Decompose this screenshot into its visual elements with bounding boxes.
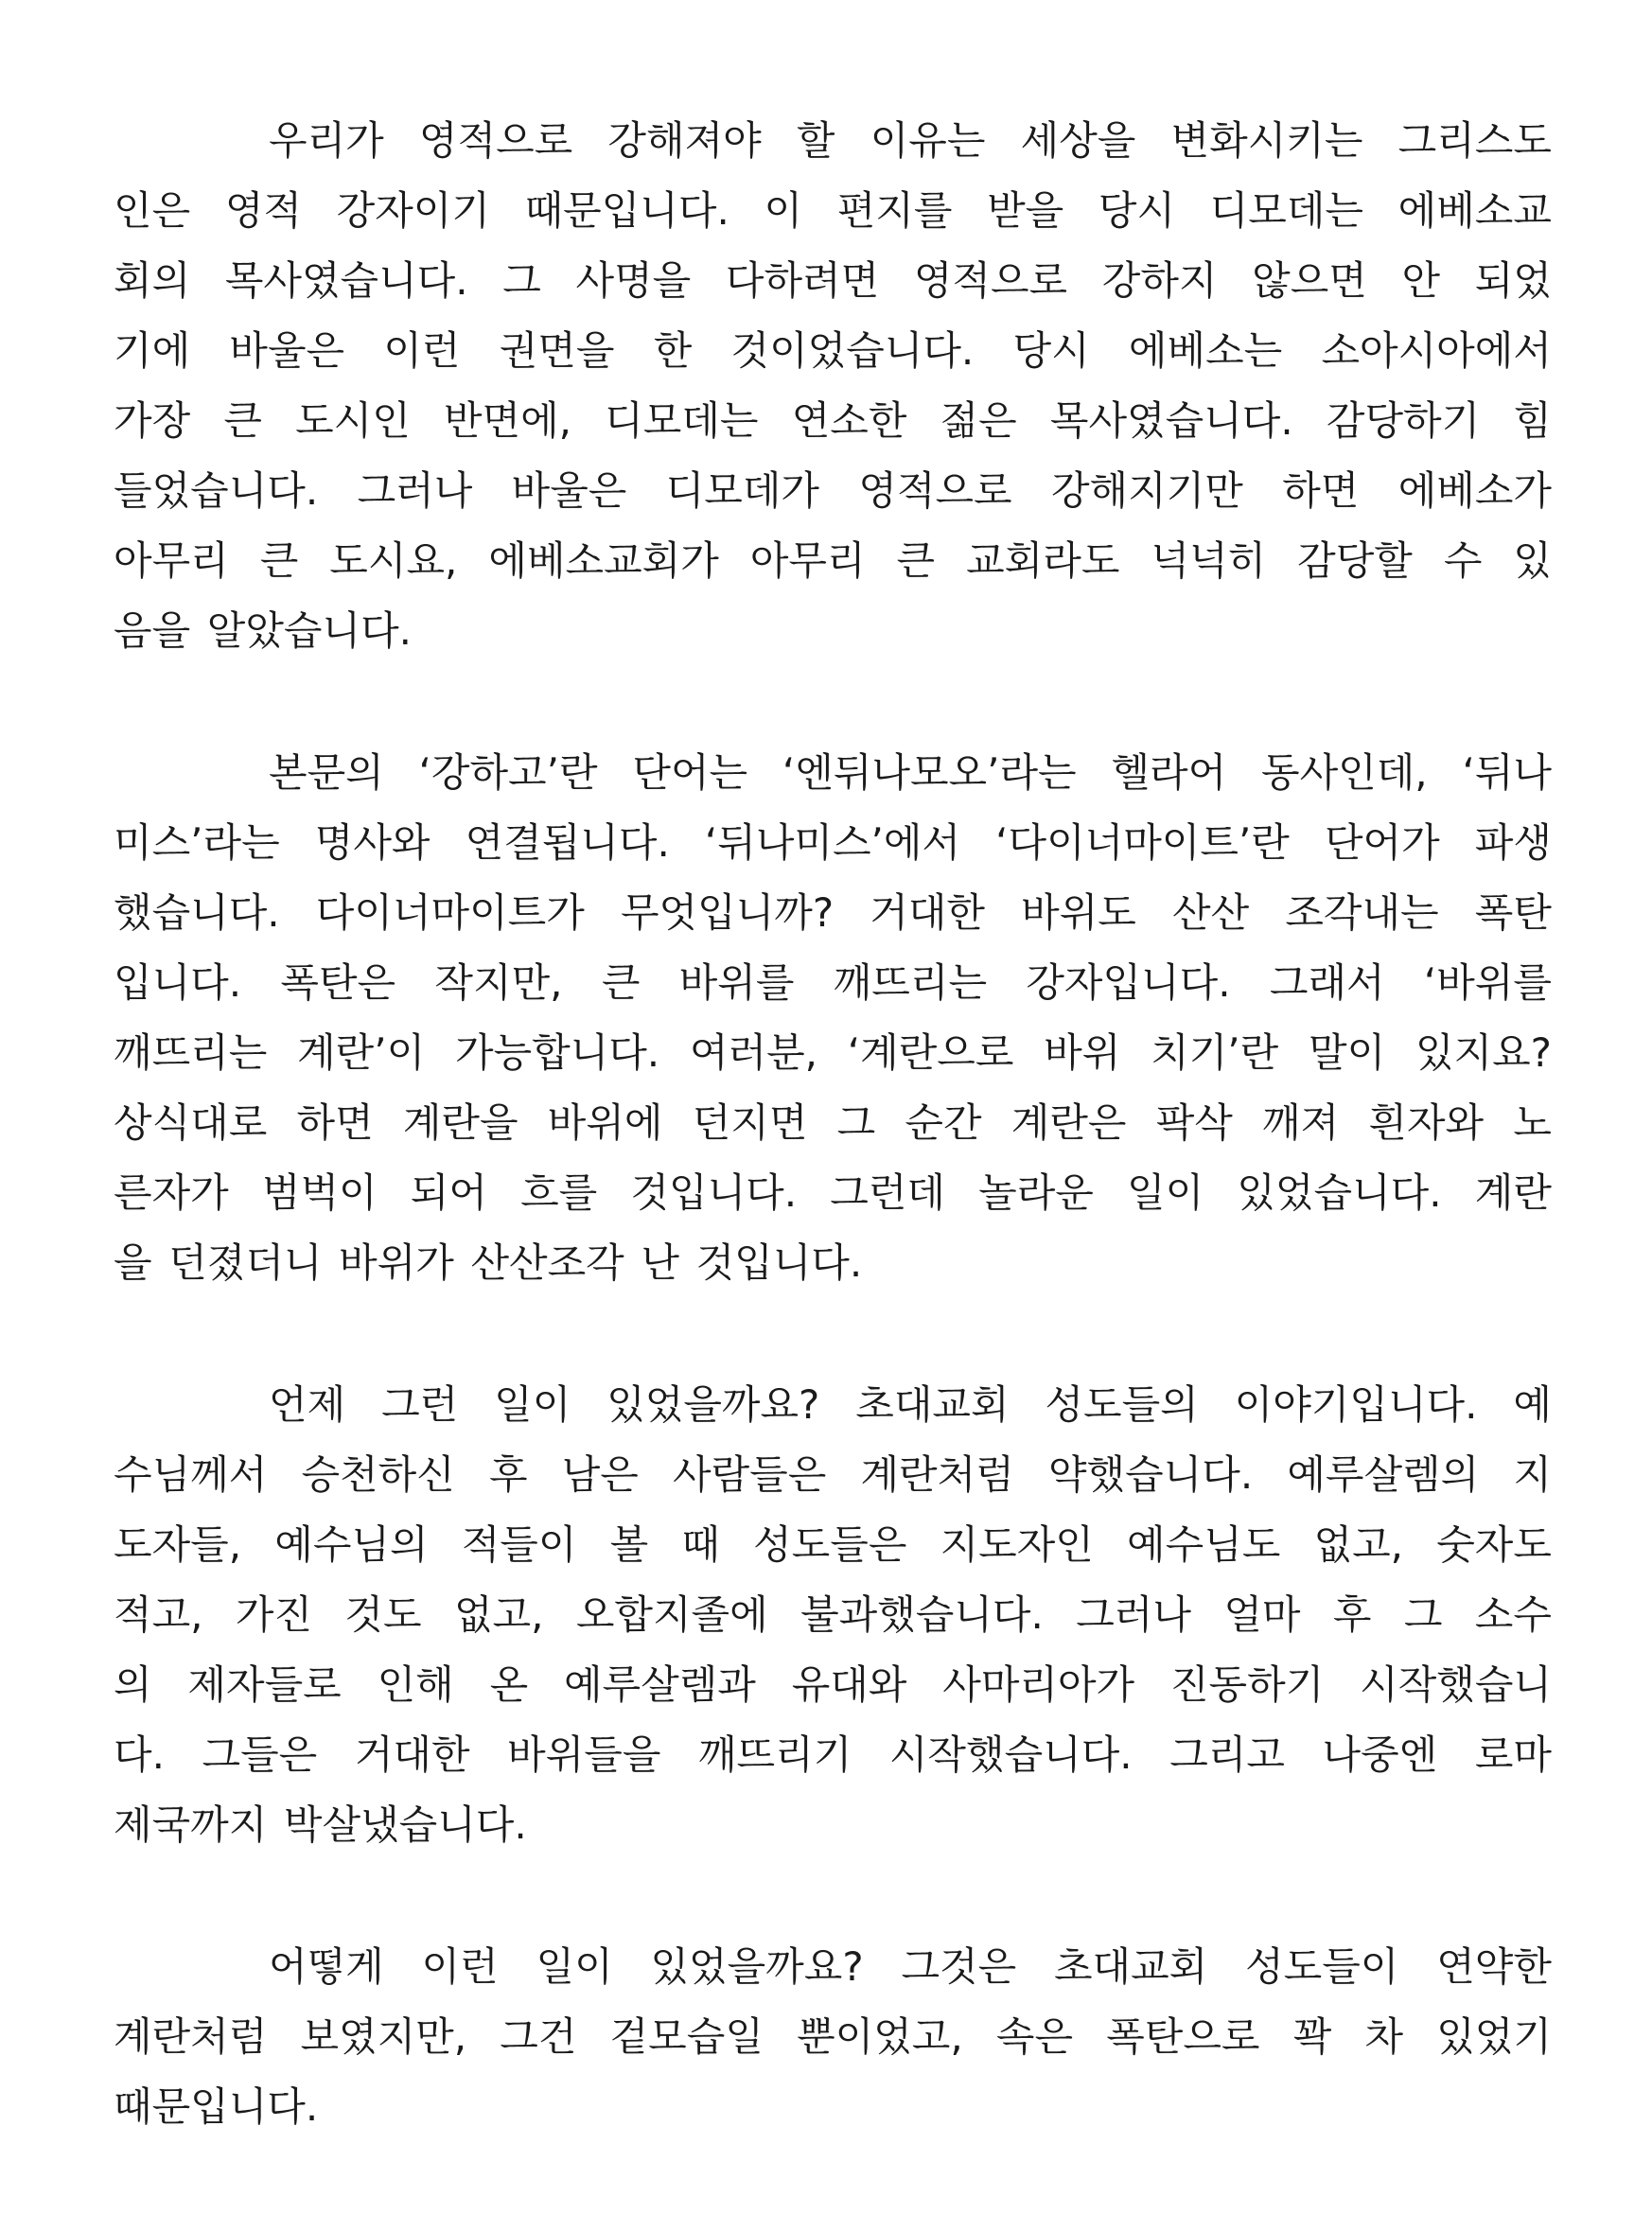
text-line: 도자들, 예수님의 적들이 볼 때 성도들은 지도자인 예수님도 없고, 숫자도 — [114, 1521, 1552, 1568]
text-line: 적고, 가진 것도 없고, 오합지졸에 불과했습니다. 그러나 얼마 후 그 소수 — [114, 1591, 1552, 1638]
text-line: 상식대로 하면 계란을 바위에 던지면 그 순간 계란은 팍삭 깨져 흰자와 노 — [114, 1099, 1552, 1146]
text-line: 입니다. 폭탄은 작지만, 큰 바위를 깨뜨리는 강자입니다. 그래서 ‘바위를 — [114, 959, 1552, 1006]
text-line: 깨뜨리는 계란’이 가능합니다. 여러분, ‘계란으로 바위 치기’란 말이 있지요? — [114, 1029, 1552, 1076]
paragraph-1 — [114, 106, 1552, 666]
text-line: 언제 그런 일이 있었을까요? 초대교회 성도들의 이야기입니다. 예 — [269, 1381, 1552, 1428]
text-line: 인은 영적 강자이기 때문입니다. 이 편지를 받을 당시 디모데는 에베소교 — [114, 187, 1552, 234]
document-page — [114, 106, 1552, 2214]
text-line: 회의 목사였습니다. 그 사명을 다하려면 영적으로 강하지 않으면 안 되었 — [114, 257, 1552, 304]
text-line: 했습니다. 다이너마이트가 무엇입니까? 거대한 바위도 산산 조각내는 폭탄 — [114, 889, 1552, 936]
text-line: 미스’라는 명사와 연결됩니다. ‘뒤나미스’에서 ‘다이너마이트’란 단어가 파생 — [114, 819, 1552, 866]
text-line: 계란처럼 보였지만, 그건 겉모습일 뿐이었고, 속은 폭탄으로 꽉 차 있었기 — [114, 2013, 1552, 2060]
text-line: 음을 알았습니다. — [114, 607, 412, 654]
text-line: 우리가 영적으로 강해져야 할 이유는 세상을 변화시키는 그리스도 — [269, 117, 1552, 164]
text-line: 제국까지 박살냈습니다. — [114, 1801, 527, 1848]
text-line: 다. 그들은 거대한 바위들을 깨뜨리기 시작했습니다. 그리고 나중엔 로마 — [114, 1731, 1552, 1778]
text-line: 들었습니다. 그러나 바울은 디모데가 영적으로 강해지기만 하면 에베소가 — [114, 467, 1552, 514]
text-line: 기에 바울은 이런 권면을 한 것이었습니다. 당시 에베소는 소아시아에서 — [114, 327, 1552, 374]
text-line: 아무리 큰 도시요, 에베소교회가 아무리 큰 교회라도 넉넉히 감당할 수 있 — [114, 537, 1552, 584]
paragraph-4 — [114, 1932, 1552, 2142]
text-line: 가장 큰 도시인 반면에, 디모데는 연소한 젊은 목사였습니다. 감당하기 힘 — [114, 397, 1552, 444]
paragraph-2 — [114, 738, 1552, 1298]
text-line: 을 던졌더니 바위가 산산조각 난 것입니다. — [114, 1239, 863, 1286]
text-line: 른자가 범벅이 되어 흐를 것입니다. 그런데 놀라운 일이 있었습니다. 계란 — [114, 1169, 1552, 1216]
text-line: 의 제자들로 인해 온 예루살렘과 유대와 사마리아가 진동하기 시작했습니 — [114, 1661, 1552, 1708]
text-line: 때문입니다. — [114, 2083, 319, 2130]
text-line: 어떻게 이런 일이 있었을까요? 그것은 초대교회 성도들이 연약한 — [269, 1943, 1552, 1990]
text-line: 수님께서 승천하신 후 남은 사람들은 계란처럼 약했습니다. 예루살렘의 지 — [114, 1451, 1552, 1498]
text-line: 본문의 ‘강하고’란 단어는 ‘엔뒤나모오’라는 헬라어 동사인데, ‘뒤나 — [269, 749, 1552, 796]
paragraph-3 — [114, 1370, 1552, 1860]
